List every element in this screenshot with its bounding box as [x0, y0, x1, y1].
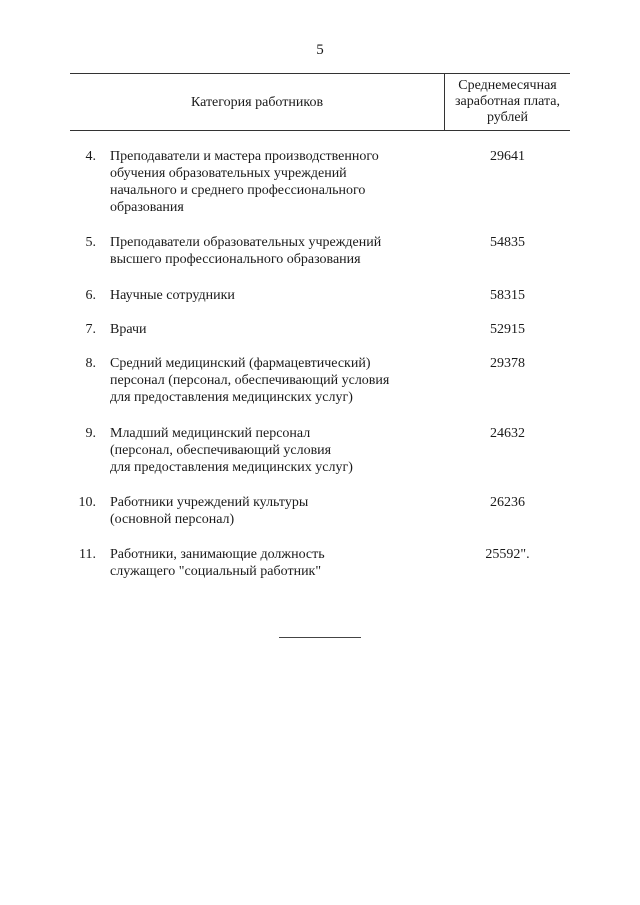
row-salary: 52915 [490, 322, 525, 337]
salary-table [70, 73, 570, 131]
row-category: Средний медицинский (фармацевтический) персонал (персонал, обеспечивающий условия для предоставления медицинских услуг) [110, 356, 390, 405]
row-category: Научные сотрудники [110, 288, 235, 303]
end-of-document-rule [279, 637, 361, 638]
row-number: 9. [85, 426, 96, 441]
row-category: Работники учреждений культуры (основной персонал) [110, 495, 309, 527]
row-number: 11. [79, 547, 96, 562]
row-number: 5. [85, 235, 96, 250]
row-salary: 54835 [490, 235, 525, 250]
row-salary: 26236 [490, 495, 525, 510]
row-number: 4. [85, 149, 96, 164]
row-salary: 58315 [490, 288, 525, 303]
header-category: Категория работников [190, 94, 324, 110]
row-salary: 24632 [490, 426, 525, 441]
row-category: Младший медицинский персонал (персонал, обеспечивающий условия для предоставления медицинских услуг) [110, 426, 353, 475]
row-category: Преподаватели и мастера производственного обучения образовательных учреждений начального и среднего профессионального образования [110, 149, 379, 215]
table-header [70, 73, 570, 131]
row-number: 7. [85, 322, 96, 337]
row-category: Работники, занимающие должность служащего "социальный работник" [110, 547, 325, 579]
page-number: 5 [316, 42, 324, 58]
row-category: Врачи [110, 322, 147, 337]
row-salary: 25592". [485, 547, 530, 562]
row-salary: 29378 [490, 356, 525, 371]
row-salary: 29641 [490, 149, 525, 164]
row-category: Преподаватели образовательных учреждений высшего профессионального образования [110, 235, 382, 267]
row-number: 6. [85, 288, 96, 303]
header-salary: Среднемесячная заработная плата, рублей [455, 78, 560, 125]
row-number: 8. [85, 356, 96, 371]
row-number: 10. [78, 495, 96, 510]
